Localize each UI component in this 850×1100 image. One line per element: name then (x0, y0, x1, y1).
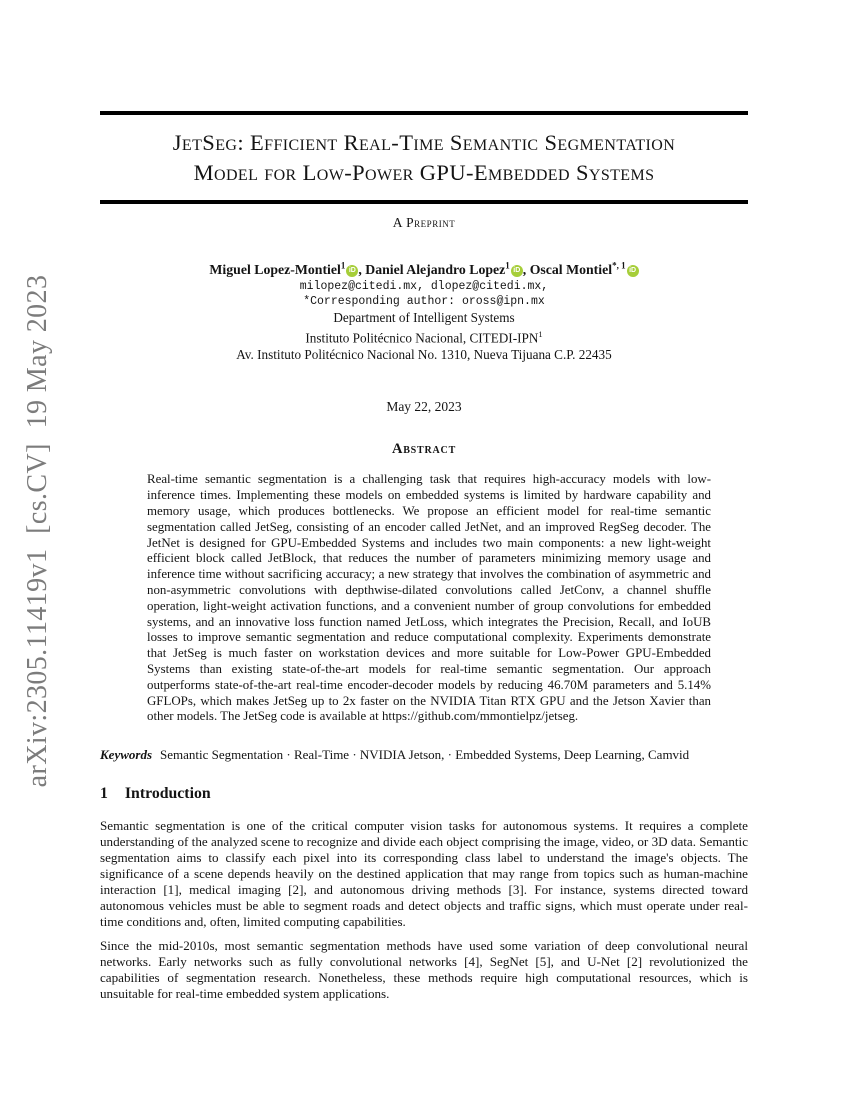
section-heading-introduction (100, 785, 748, 803)
affiliation-institute-name: Instituto Politécnico Nacional, CITEDI-IPN (305, 330, 539, 346)
title-rule-bottom (100, 200, 748, 204)
abstract-body: Real-time semantic segmentation is a challenging task that requires high-accuracy models with low-inference times. Implementing these models on embedded systems is limited by hardware capability and memory usage, which produces bottlenecks. We propose an efficient model for real-time semantic segmentation called JetSeg, consisting of an encoder called JetNet, and an improved RegSeg decoder. The JetNet is designed for GPU-Embedded Systems and includes two main components: a new light-weight efficient block called JetBlock, that reduces the number of parameters minimizing memory usage and inference time without sacrificing accuracy; a new strategy that involves the combination of asymmetric and non-asymmetric convolutions with depthwise-dilated convolutions called JetConv, a channel shuffle operation, light-weight activation functions, and a convenient number of group convolutions for embedded systems, and an innovative loss function named JetLoss, which integrates the Precision, Recall, and IoUB losses to improve semantic segmentation and reduce computational complexity. Experiments demonstrate that JetSeg is much faster on workstation devices and more suitable for Low-Power GPU-Embedded Systems than existing state-of-the-art models for real-time semantic segmentation. Our approach outperforms state-of-the-art real-time encoder-decoder models by reducing 46.70M parameters and 5.14% GFLOPs, which makes JetSeg up to 2x faster on the NVIDIA Titan RTX GPU and the Jetson Xavier than other models. The JetSeg code is available at https://github.com/mmontielpz/jetseg. (147, 472, 711, 724)
affiliation-department: Department of Intelligent Systems (333, 309, 515, 325)
paper-date: May 22, 2023 (386, 399, 462, 415)
orcid-icon[interactable]: iD (627, 265, 639, 277)
author-1-superscript: 1 (340, 260, 346, 270)
author-emails: milopez@citedi.mx, dlopez@citedi.mx, (299, 279, 549, 293)
author-1 (209, 262, 361, 277)
author-2 (365, 262, 526, 277)
corresponding-author: *Corresponding author: oross@ipn.mx (303, 295, 545, 309)
keywords-label: Keywords (100, 747, 152, 763)
title-rule-top (100, 111, 748, 115)
affiliation-address: Av. Instituto Politécnico Nacional No. 1310, Nueva Tijuana C.P. 22435 (236, 346, 612, 362)
paper-content (100, 0, 748, 1002)
orcid-icon[interactable]: iD (346, 265, 358, 277)
keywords-line (100, 747, 748, 763)
preprint-label: A Preprint (392, 215, 456, 230)
keywords-text: Semantic Segmentation · Real-Time · NVIDIA Jetson, · Embedded Systems, Deep Learning, Camvid (160, 747, 690, 763)
page-title-line1: JetSeg: Efficient Real-Time Semantic Segmentation (172, 130, 676, 155)
section-number: 1 (100, 785, 108, 803)
author-3-name: Oscal Montiel (529, 261, 613, 277)
author-line (100, 256, 748, 279)
author-3-superscript: *, 1 (612, 260, 626, 270)
orcid-icon[interactable]: iD (511, 265, 523, 277)
intro-paragraph-2: Since the mid-2010s, most semantic segmentation methods have used some variation of deep convolutional neural networks. Early networks such as fully convolutional networks [4], SegNet [5], and U-Net [2] revolutionized the capabilities of segmentation research. Nonetheless, these methods require high computational resources, which is unsuitable for real-time embedded system applications. (100, 938, 748, 1002)
affiliation-institute-superscript: 1 (538, 329, 543, 340)
section-title: Introduction (124, 785, 211, 803)
author-1-separator: , (358, 261, 362, 277)
author-1-name: Miguel Lopez-Montiel (209, 261, 341, 277)
arxiv-stamp: arXiv:2305.11419v1 [cs.CV] 19 May 2023 (22, 274, 53, 788)
page-title (100, 128, 748, 188)
abstract-heading: Abstract (391, 441, 457, 458)
author-3 (530, 262, 639, 277)
page-title-line2: Model for Low-Power GPU-Embedded Systems (193, 160, 655, 185)
author-2-superscript: 1 (505, 260, 510, 270)
intro-paragraph-1: Semantic segmentation is one of the critical computer vision tasks for autonomous systems. It requires a complete understanding of the analyzed scene to recognize and divide each object comprising the image, video, or 3D data. Semantic segmentation aims to classify each pixel into its corresponding class label to understand the image's objects. The significance of a scene depends heavily on the destined application that may range from topics such as human-machine interaction [1], medical imaging [2], and autonomous driving methods [3]. For instance, systems directed toward autonomous vehicles must be able to segment roads and detect objects and traffic signs, which must operate under real-time conditions and, often, limited computing capabilities. (100, 818, 748, 930)
author-2-name: Daniel Alejandro Lopez (365, 261, 506, 277)
affiliation-institute (100, 326, 748, 347)
author-2-separator: , (522, 261, 527, 277)
